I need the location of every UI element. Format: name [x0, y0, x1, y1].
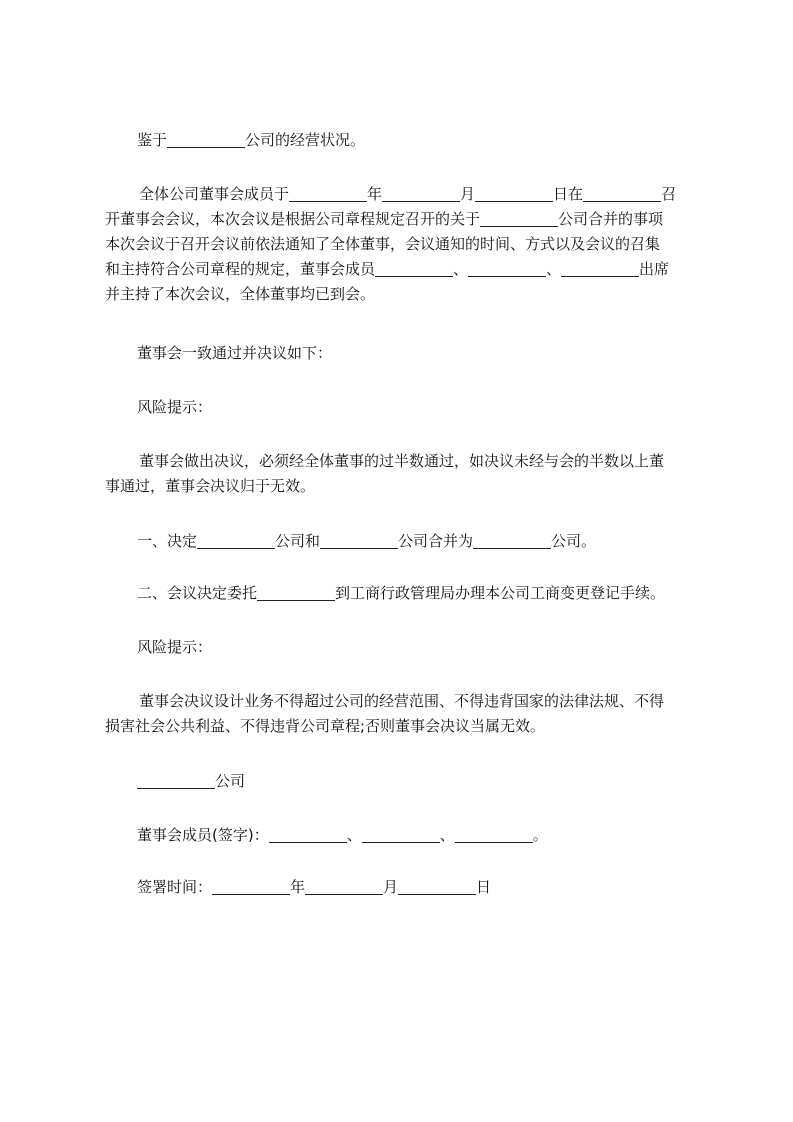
- text: 公司的经营状况。: [245, 131, 366, 149]
- fill-blank[interactable]: [475, 185, 553, 202]
- fill-blank[interactable]: [362, 826, 440, 843]
- fill-blank[interactable]: [269, 826, 347, 843]
- fill-blank[interactable]: [167, 131, 245, 148]
- text: 公司合并为: [398, 532, 474, 550]
- paragraph-resolution-heading: [105, 341, 705, 366]
- text: 本次会议于召开会议前依法通知了全体董事，会议通知的时间、方式以及会议的召集: [105, 235, 661, 253]
- text: 公司和: [275, 532, 321, 550]
- text: 出席: [639, 260, 670, 278]
- paragraph-signing-date: [105, 875, 705, 900]
- text: 董事会做出决议，必须经全体董事的过半数通过，如决议未经与会的半数以上董: [139, 452, 665, 470]
- text: 、: [453, 260, 469, 278]
- paragraph-meeting-info: [105, 182, 705, 307]
- text: 签署时间：: [137, 878, 213, 896]
- fill-blank[interactable]: [320, 532, 398, 549]
- text: 年: [367, 185, 383, 203]
- text: 和主持符合公司章程的规定，董事会成员: [105, 260, 376, 278]
- paragraph-risk-heading-2: [105, 635, 705, 660]
- text: 公司。: [551, 532, 597, 550]
- fill-blank[interactable]: [289, 185, 367, 202]
- text: 鉴于: [137, 131, 168, 149]
- text: 损害社会公共利益、不得违背公司章程;否则董事会决议当属无效。: [105, 717, 546, 735]
- text: 日在: [553, 185, 584, 203]
- text: 事通过，董事会决议归于无效。: [105, 477, 316, 495]
- text: 并主持了本次会议，全体董事均已到会。: [105, 285, 376, 303]
- fill-blank[interactable]: [583, 185, 661, 202]
- text: 风险提示：: [137, 638, 213, 656]
- text: 日: [476, 878, 492, 896]
- text: 董事会成员(签字)：: [137, 826, 269, 844]
- text: 召: [661, 185, 677, 203]
- fill-blank[interactable]: [473, 532, 551, 549]
- text: 、: [546, 260, 562, 278]
- fill-blank[interactable]: [305, 878, 383, 895]
- paragraph-resolution-2: [105, 581, 705, 606]
- fill-blank[interactable]: [455, 826, 533, 843]
- text: 一、决定: [137, 532, 198, 550]
- paragraph-resolution-1: [105, 529, 705, 554]
- paragraph-signatures: [105, 823, 705, 848]
- paragraph-intro: [105, 128, 705, 153]
- fill-blank[interactable]: [212, 878, 290, 895]
- fill-blank[interactable]: [137, 772, 215, 789]
- fill-blank[interactable]: [375, 260, 453, 277]
- text: 风险提示：: [137, 398, 213, 416]
- text: 公司: [215, 772, 246, 790]
- text: 二、会议决定委托: [137, 584, 258, 602]
- text: 年: [290, 878, 306, 896]
- fill-blank[interactable]: [468, 260, 546, 277]
- text: 公司合并的事项: [558, 210, 664, 228]
- fill-blank[interactable]: [382, 185, 460, 202]
- text: 月: [383, 878, 399, 896]
- fill-blank[interactable]: [398, 878, 476, 895]
- fill-blank[interactable]: [197, 532, 275, 549]
- text: 、: [346, 826, 362, 844]
- fill-blank[interactable]: [561, 260, 639, 277]
- paragraph-risk-heading-1: [105, 395, 705, 420]
- text: 董事会一致通过并决议如下：: [137, 344, 333, 362]
- text: 。: [532, 826, 548, 844]
- text: 、: [439, 826, 455, 844]
- text: 全体公司董事会成员于: [139, 185, 290, 203]
- fill-blank[interactable]: [480, 210, 558, 227]
- paragraph-risk-text-2: [105, 689, 705, 739]
- text: 董事会决议设计业务不得超过公司的经营范围、不得违背国家的法律法规、不得: [139, 692, 665, 710]
- text: 到工商行政管理局办理本公司工商变更登记手续。: [335, 584, 666, 602]
- text: 开董事会会议，本次会议是根据公司章程规定召开的关于: [105, 210, 481, 228]
- fill-blank[interactable]: [257, 584, 335, 601]
- paragraph-risk-text-1: [105, 449, 705, 499]
- paragraph-company-name: [105, 769, 705, 794]
- text: 月: [460, 185, 476, 203]
